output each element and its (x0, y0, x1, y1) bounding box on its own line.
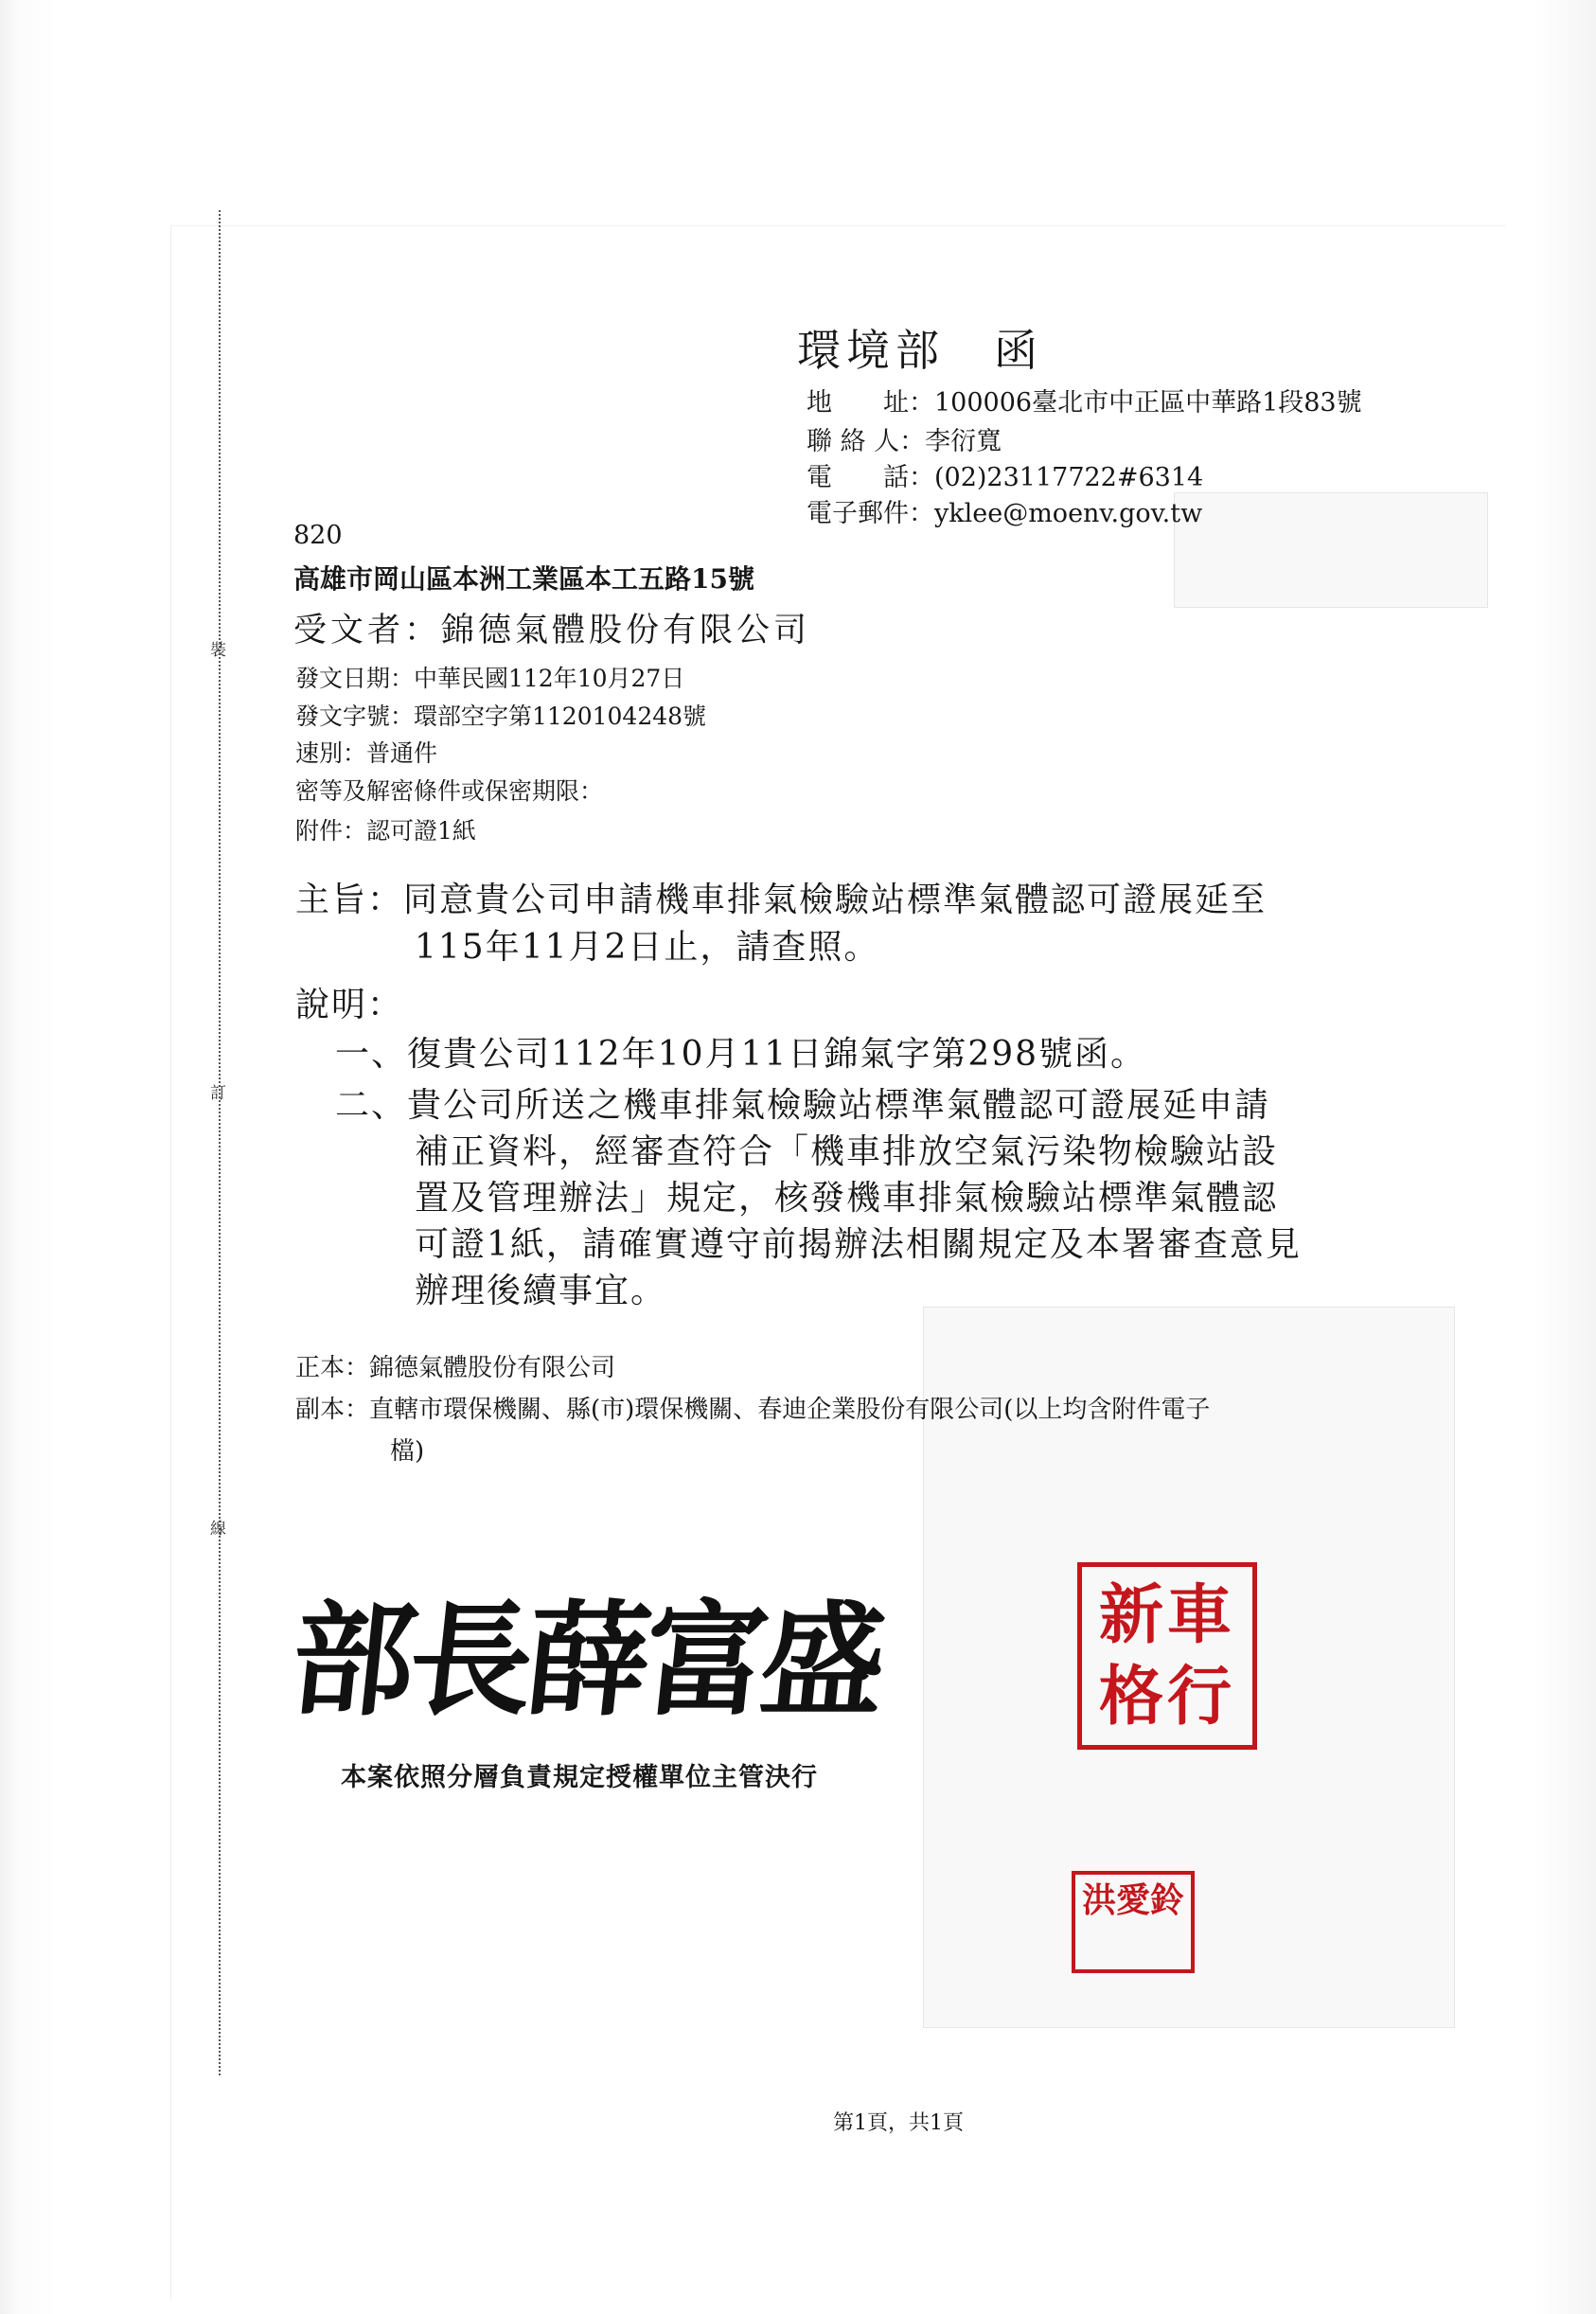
attachment: 附件：認可證1紙 (295, 817, 476, 845)
original-recipient: 正本：錦德氣體股份有限公司 (295, 1354, 616, 1382)
contact-row (807, 420, 1002, 457)
delivery-speed: 速別：普通件 (295, 739, 438, 767)
subject-line-1: 主旨：同意貴公司申請機車排氣檢驗站標準氣體認可證展延至 (295, 881, 1268, 919)
document-number: 發文字號：環部空字第1120104248號 (295, 703, 707, 730)
seal-small-text: 洪愛鈴 (1081, 1880, 1184, 1920)
issue-date: 發文日期：中華民國112年10月27日 (295, 665, 685, 692)
phone-label: 電 話： (807, 463, 934, 492)
copy-recipients-line-2: 檔) (390, 1437, 425, 1466)
contact-label: 聯 絡 人： (807, 427, 926, 456)
binding-line (219, 210, 221, 2075)
recipient-name: 受文者：錦德氣體股份有限公司 (293, 612, 811, 650)
subject-line-2: 115年11月2日止，請查照。 (415, 928, 880, 967)
sender-address-row (807, 382, 1362, 418)
explanation-item-2-line-1: 二、貴公司所送之機車排氣檢驗站標準氣體認可證展延申請 (335, 1086, 1271, 1125)
explanation-item-2-line-5: 辦理後續事宜。 (415, 1272, 667, 1310)
binding-mark-middle: 訂 (210, 1084, 226, 1103)
minister-signature: 部長薛富盛 (284, 1588, 888, 1733)
email-value: yklee@moenv.gov.tw (934, 499, 1203, 528)
official-seal-large (1077, 1562, 1257, 1750)
contact-value: 李衍寬 (925, 427, 1002, 456)
sender-address-value: 100006臺北市中正區中華路1段83號 (934, 388, 1362, 418)
binding-mark-bottom: 線 (210, 1520, 226, 1539)
explanation-item-2-line-2: 補正資料，經審查符合「機車排放空氣污染物檢驗站設 (415, 1132, 1279, 1171)
copy-recipients-line-1: 副本：直轄市環保機關、縣(市)環保機關、春迪企業股份有限公司(以上均含附件電子 (295, 1396, 1211, 1424)
page-number: 第1頁，共1頁 (833, 2111, 964, 2135)
explanation-item-2-line-3: 置及管理辦法」規定，核發機車排氣檢驗站標準氣體認 (415, 1179, 1279, 1218)
explanation-item-2-line-4: 可證1紙，請確實遵守前揭辦法相關規定及本署審查意見 (415, 1225, 1302, 1264)
explanation-heading: 說明： (295, 986, 404, 1024)
postal-code: 820 (293, 521, 343, 550)
recipient-address: 高雄市岡山區本洲工業區本工五路15號 (293, 563, 754, 595)
explanation-item-1: 一、復貴公司112年10月11日錦氣字第298號函。 (335, 1035, 1147, 1074)
agency-title: 環境部 函 (797, 325, 1043, 376)
phone-value: (02)23117722#6314 (934, 463, 1204, 492)
binding-mark-top: 裝 (210, 641, 226, 660)
secrecy-level: 密等及解密條件或保密期限： (295, 777, 604, 805)
authorization-note: 本案依照分層負責規定授權單位主管決行 (341, 1763, 818, 1792)
phone-row (807, 456, 1203, 493)
sender-address-label: 地 址： (807, 388, 934, 418)
seal-large-text: 新車格行 (1098, 1577, 1235, 1735)
email-label: 電子郵件： (807, 499, 934, 528)
email-row (807, 492, 1202, 529)
official-seal-small (1072, 1871, 1195, 1973)
bleedthrough-block (1174, 492, 1488, 608)
